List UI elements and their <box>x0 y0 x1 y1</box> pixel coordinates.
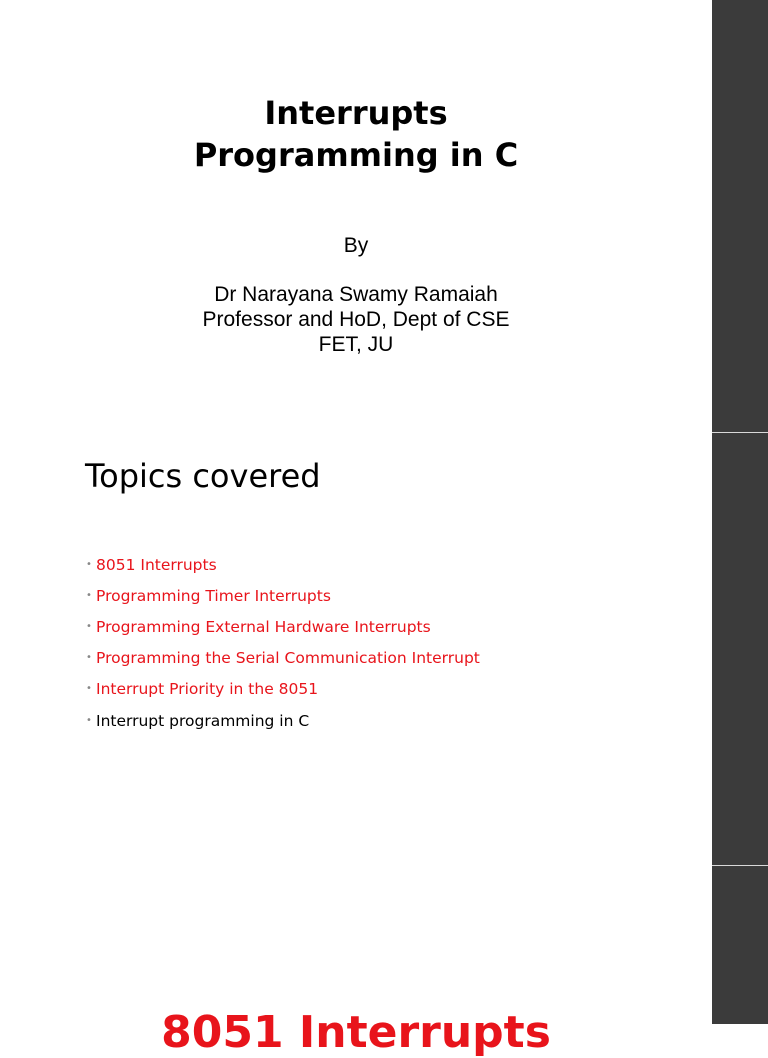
title-slide <box>0 0 712 432</box>
next-slide <box>0 866 712 1058</box>
topic-link[interactable]: Interrupt Priority in the 8051 <box>96 680 319 699</box>
topic-link[interactable]: 8051 Interrupts <box>96 555 217 574</box>
topics-slide <box>0 433 712 865</box>
list-item <box>86 549 480 580</box>
list-item <box>86 705 480 736</box>
bullet-icon: • <box>86 620 92 632</box>
topics-heading: Topics covered <box>85 457 321 495</box>
bullet-icon: • <box>86 589 92 601</box>
topics-list <box>86 549 480 736</box>
topic-link[interactable]: Programming External Hardware Interrupts <box>96 617 431 636</box>
topic-text: Interrupt programming in C <box>96 711 310 730</box>
title-line-1: Interrupts <box>264 94 448 132</box>
author-name: Dr Narayana Swamy Ramaiah <box>214 283 498 306</box>
author-block <box>0 233 712 357</box>
bullet-icon: • <box>86 683 92 695</box>
list-item <box>86 643 480 674</box>
topic-link[interactable]: Programming the Serial Communication Interrupt <box>96 649 480 668</box>
slide-sidebar <box>712 0 768 432</box>
list-item <box>86 674 480 705</box>
slide-sidebar <box>712 866 768 1024</box>
topic-link[interactable]: Programming Timer Interrupts <box>96 586 331 605</box>
list-item <box>86 611 480 642</box>
author-designation: Professor and HoD, Dept of CSE <box>202 308 510 331</box>
bullet-icon: • <box>86 652 92 664</box>
bullet-icon: • <box>86 714 92 726</box>
author-institution: FET, JU <box>318 333 394 356</box>
list-item <box>86 580 480 611</box>
slide-title: 8051 Interrupts <box>161 1007 551 1058</box>
by-label: By <box>343 234 369 257</box>
title-line-2: Programming in C <box>193 136 519 174</box>
slide-sidebar <box>712 433 768 865</box>
bullet-icon: • <box>86 558 92 570</box>
slide-title <box>0 92 712 176</box>
